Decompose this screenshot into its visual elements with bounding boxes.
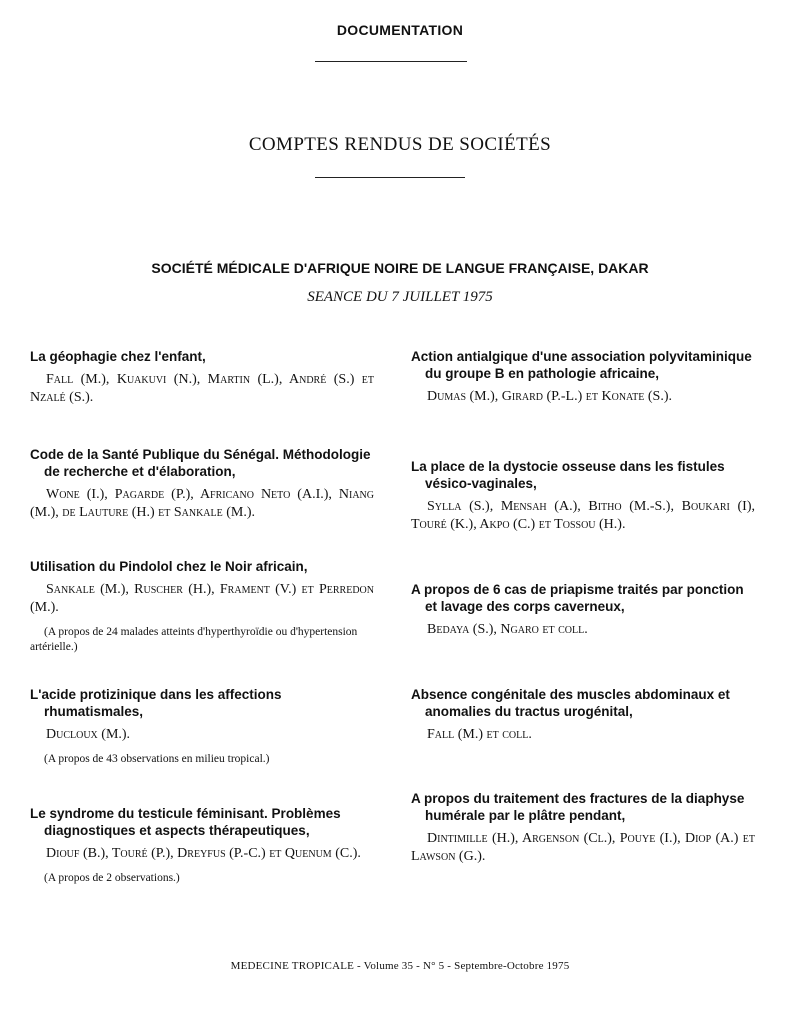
entry-title: La géophagie chez l'enfant, — [30, 349, 206, 364]
entry-authors: Dumas (M.), Girard (P.-L.) et Konate (S.). — [427, 389, 672, 404]
communication-entry — [411, 348, 755, 406]
communication-entry — [411, 790, 755, 866]
entry-authors: Dintimille (H.), Argenson (Cl.), Pouye (I.), Diop (A.) et Lawson (G.). — [411, 831, 755, 864]
section-label: DOCUMENTATION — [336, 22, 464, 38]
entry-title: La place de la dystocie osseuse dans les fistules vésico-vaginales, — [411, 459, 725, 491]
session-date: SEANCE DU 7 JUILLET 1975 — [307, 289, 493, 305]
communication-entry — [411, 458, 755, 534]
entry-note: (A propos de 2 observations.) — [44, 872, 180, 884]
entry-note: (A propos de 24 malades atteints d'hyperthyroïdie ou d'hypertension artérielle.) — [30, 626, 358, 653]
title-rule — [315, 177, 465, 178]
society-heading: SOCIÉTÉ MÉDICALE D'AFRIQUE NOIRE DE LANGUE FRANÇAISE, DAKAR — [151, 260, 649, 276]
communication-entry — [411, 686, 755, 744]
entry-title: Utilisation du Pindolol chez le Noir africain, — [30, 559, 308, 574]
communication-entry — [30, 805, 374, 886]
entry-authors: Fall (M.), Kuakuvi (N.), Martin (L.), André (S.) et Nzalé (S.). — [30, 372, 374, 405]
entry-authors: Bedaya (S.), Ngaro et coll. — [427, 622, 588, 637]
entry-authors: Sylla (S.), Mensah (A.), Bitho (M.-S.), Boukari (I), Touré (K.), Akpo (C.) et Tossou (H.). — [411, 499, 755, 532]
entry-authors: Diouf (B.), Touré (P.), Dreyfus (P.-C.) et Quenum (C.). — [46, 846, 361, 861]
entry-title: Action antialgique d'une association polyvitaminique du groupe B en pathologie africaine, — [411, 349, 752, 381]
communication-entry — [30, 348, 374, 407]
entry-title: Code de la Santé Publique du Sénégal. Méthodologie de recherche et d'élaboration, — [30, 447, 371, 479]
entry-title: L'acide protizinique dans les affections rhumatismales, — [30, 687, 282, 719]
communication-entry — [30, 558, 374, 655]
communication-entry — [30, 446, 374, 522]
entry-authors: Fall (M.) et coll. — [427, 727, 532, 742]
header-rule — [315, 61, 467, 62]
communication-entry — [30, 686, 374, 767]
entry-authors: Wone (I.), Pagarde (P.), Africano Neto (A.I.), Niang (M.), de Lauture (H.) et Sankale (M.). — [30, 487, 374, 520]
entry-title: Absence congénitale des muscles abdominaux et anomalies du tractus urogénital, — [411, 687, 730, 719]
entry-title: A propos du traitement des fractures de la diaphyse humérale par le plâtre pendant, — [411, 791, 745, 823]
entry-title: Le syndrome du testicule féminisant. Problèmes diagnostiques et aspects thérapeutiques, — [30, 806, 341, 838]
entry-note: (A propos de 43 observations en milieu tropical.) — [44, 753, 270, 765]
communication-entry — [411, 581, 755, 639]
journal-footer: MEDECINE TROPICALE - Volume 35 - N° 5 - Septembre-Octobre 1975 — [230, 960, 570, 972]
entry-title: A propos de 6 cas de priapisme traités par ponction et lavage des corps caverneux, — [411, 582, 744, 614]
entry-authors: Sankale (M.), Ruscher (H.), Frament (V.) et Perredon (M.). — [30, 582, 374, 615]
page-title: COMPTES RENDUS DE SOCIÉTÉS — [248, 134, 552, 155]
entry-authors: Ducloux (M.). — [46, 727, 131, 742]
